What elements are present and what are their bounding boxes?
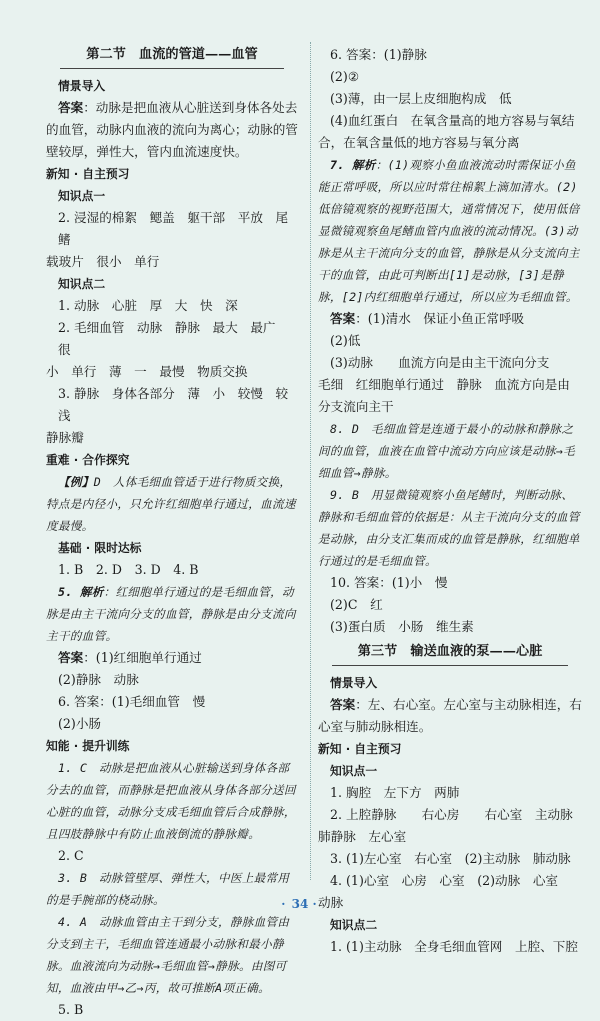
kp2-line: 3. 静脉 身体各部分 薄 小 较慢 较浅: [58, 386, 289, 423]
kp1-line: 1. 胸腔 左下方 两肺: [330, 785, 460, 800]
intro-answer: 答案：左、右心室。左心室与主动脉相连，右心室与肺动脉相连。: [318, 697, 582, 734]
kp1-line: 动脉: [318, 895, 344, 910]
kp2-heading: 知识点二: [330, 918, 378, 932]
kp2-line: 小 单行 薄 一 最慢 物质交换: [46, 364, 248, 379]
r7-answer-4: 毛细 红细胞单行通过 静脉 血流方向是由分支流向主干: [318, 377, 570, 414]
kp1-heading: 知识点一: [330, 764, 378, 778]
r7-answer: 答案：(1)清水 保证小鱼正常呼吸: [330, 311, 525, 326]
basic-q5-analysis: 5. 解析：红细胞单行通过的是毛细血管，动脉是由主干流向分支的血管，静脉是由分支流向主干的血管。: [46, 585, 296, 643]
r10-answer-3: (3)蛋白质 小肠 维生素: [330, 619, 474, 634]
kp2-line: 2. 毛细血管 动脉 静脉 最大 最广 很: [58, 320, 289, 357]
r7-answer-3: (3)动脉 血流方向是由主干流向分支: [330, 355, 550, 370]
ability-q3: 3. B 动脉管壁厚、弹性大，中医上最常用的是手腕部的桡动脉。: [46, 871, 290, 907]
r6-answer-2: (2)②: [330, 69, 360, 84]
right-column: [318, 44, 582, 958]
title-underline: [60, 68, 284, 69]
kp2-line: 静脉瓣: [46, 430, 84, 445]
r6-answer-3: (3)薄，由一层上皮细胞构成 低: [330, 91, 512, 106]
basic-q6-answer: 6. 答案：(1)毛细血管 慢: [58, 694, 206, 709]
kp2-line: 1. (1)主动脉 全身毛细血管网 上腔、下腔: [330, 939, 578, 954]
r6-answer-4: (4)血红蛋白 在氧含量高的地方容易与氧结合，在氧含量低的地方容易与氧分离: [318, 113, 575, 150]
kp1-line: 2. 浸湿的棉絮 鳃盖 躯干部 平放 尾鳍: [58, 210, 289, 247]
ability-q2: 2. C: [58, 848, 84, 863]
basic-q5-answer: 答案：(1)红细胞单行通过: [58, 650, 202, 665]
example-text: 【例】D 人体毛细血管适于进行物质交换，特点是内径小，只允许红细胞单行通过，血流速度最慢。: [46, 475, 296, 533]
basic-answers: 1. B 2. D 3. D 4. B: [58, 562, 199, 577]
kp1-line: 2. 上腔静脉 右心房 右心室 主动脉: [330, 807, 573, 822]
title-underline: [332, 665, 568, 666]
intro-answer: 答案：动脉是把血液从心脏送到身体各处去的血管，动脉内血液的流向为离心；动脉的管壁较厚，弹性大，管内血流速度快。: [46, 100, 298, 159]
left-column: [46, 44, 298, 1021]
r7-analysis: 7. 解析：(1)观察小鱼血液流动时需保证小鱼能正常呼吸，所以应时常往棉絮上滴加清水。(2)低倍镜观察的视野范围大，通常情况下，使用低倍显微镜观察鱼尾鳍血管内血液的流动情况。(3)动脉是从主干流向分支的血管，静脉是从分支流向主干的血管，由此可判断出[1]是动脉，[3]是静脉，[2]内红细胞单行通过，所以应为毛细血管。: [318, 158, 580, 304]
r10-answer-2: (2)C 红: [330, 597, 383, 612]
intro-heading: 情景导入: [330, 676, 378, 690]
kp2-line: 1. 动脉 心脏 厚 大 快 深: [58, 298, 238, 313]
basic-q6-answer-2: (2)小肠: [58, 716, 102, 731]
column-divider: [310, 42, 311, 880]
ability-q4: 4. A 动脉血管由主干到分支，静脉血管由分支到主干，毛细血管连通最小动脉和最小静脉。血液流向为动脉→毛细血管→静脉。由图可知，血液由甲→乙→丙，故可推断A项正确。: [46, 915, 290, 995]
basic-heading: 基础 · 限时达标: [58, 541, 142, 555]
kp1-line: 肺静脉 左心室: [318, 829, 407, 844]
new-knowledge-heading: 新知 · 自主预习: [46, 167, 130, 181]
kp1-line: 4. (1)心室 心房 心室 (2)动脉 心室: [330, 873, 559, 888]
ability-q5: 5. B: [58, 1002, 84, 1017]
kp1-line: 3. (1)左心室 右心室 (2)主动脉 肺动脉: [330, 851, 571, 866]
r8-text: 8. D 毛细血管是连通于最小的动脉和静脉之间的血管，血液在血管中流动方向应该是动脉→毛细血管→静脉。: [318, 422, 576, 480]
r10-answer: 10. 答案：(1)小 慢: [330, 575, 448, 590]
intro-heading: 情景导入: [58, 79, 106, 93]
ability-heading: 知能 · 提升训练: [46, 739, 130, 753]
kp1-line: 载玻片 很小 单行: [46, 254, 160, 269]
section-title: 第二节 血流的管道——血管: [46, 44, 298, 69]
page-number: · 34 ·: [281, 897, 319, 911]
key-points-heading: 重难 · 合作探究: [46, 453, 130, 467]
r7-answer-2: (2)低: [330, 333, 361, 348]
r9-text: 9. B 用显微镜观察小鱼尾鳍时，判断动脉、静脉和毛细血管的依据是：从主干流向分支的血管是动脉，由分支汇集而成的血管是静脉，红细胞单行通过的是毛细血管。: [318, 488, 580, 568]
kp2-heading: 知识点二: [58, 277, 106, 291]
basic-q5-answer-2: (2)静脉 动脉: [58, 672, 139, 687]
ability-q1: 1. C 动脉是把血液从心脏输送到身体各部分去的血管，而静脉是把血液从身体各部分送回心脏的血管，动脉分支成毛细血管后合成静脉，且四肢静脉中有防止血液倒流的静脉瓣。: [46, 761, 296, 841]
r6-answer: 6. 答案：(1)静脉: [330, 47, 427, 62]
section-title: 第三节 输送血液的泵——心脏: [318, 641, 582, 666]
kp1-heading: 知识点一: [58, 189, 106, 203]
new-knowledge-heading: 新知 · 自主预习: [318, 742, 402, 756]
